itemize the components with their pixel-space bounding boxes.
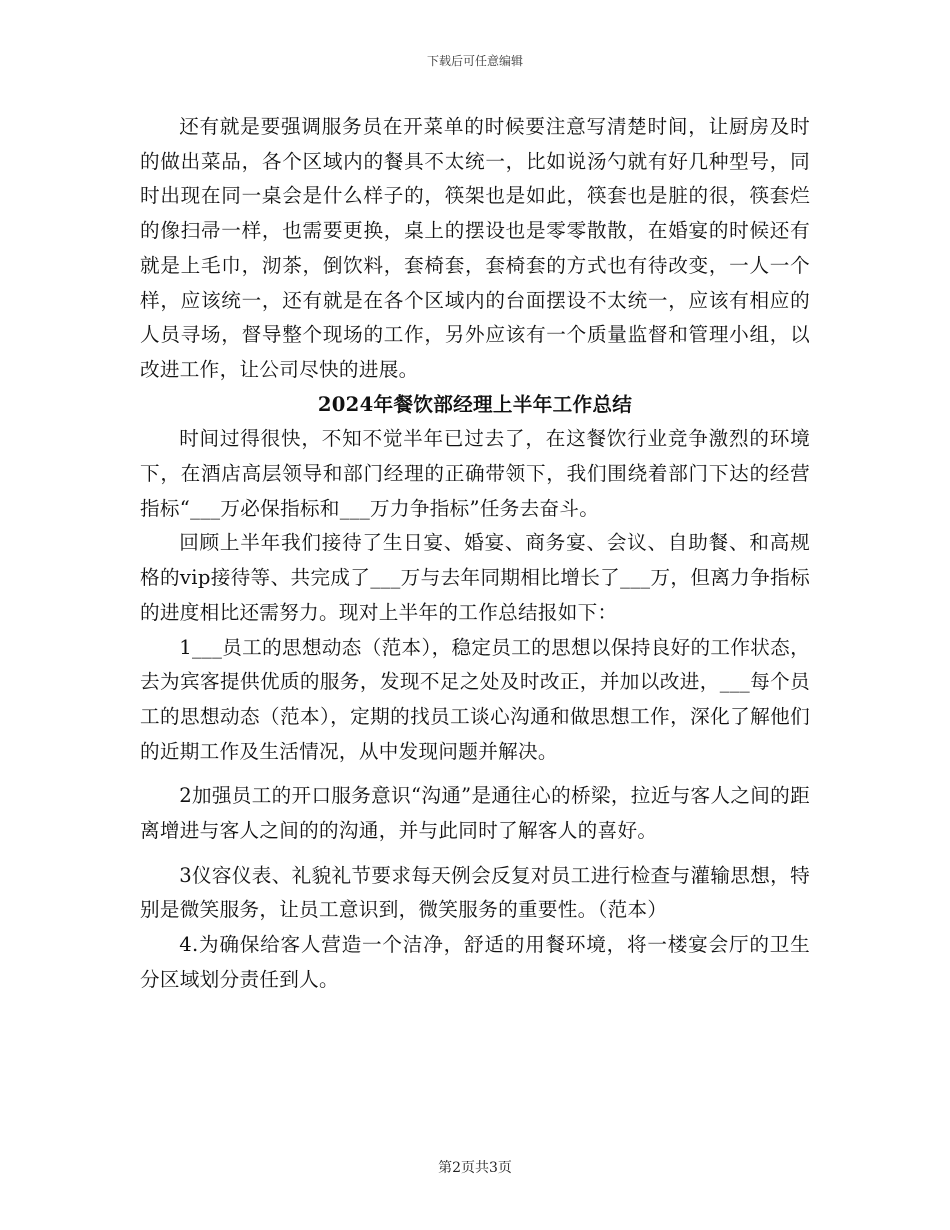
page-footer: 第2页共3页 — [438, 1160, 512, 1176]
paragraph: 回顾上半年我们接待了生日宴、婚宴、商务宴、会议、自助餐、和高规格的vip接待等、共完成了___万与去年同期相比增长了___万，但离力争指标的进度相比还需努力。现对上半年的工作总结报如下： — [140, 531, 810, 624]
paragraph: 还有就是要强调服务员在开菜单的时候要注意写清楚时间，让厨房及时的做出菜品，各个区域内的餐具不太统一，比如说汤勺就有好几种型号，同时出现在同一桌会是什么样子的，筷架也是如此，筷套也是脏的很，筷套烂的像扫帚一样，也需要更换，桌上的摆设也是零零散散，在婚宴的时候还有就是上毛巾，沏茶，倒饮料，套椅套，套椅套的方式也有待改变，一人一个样，应该统一，还有就是在各个区域内的台面摆设不太统一，应该有相应的人员寻场，督导整个现场的工作，另外应该有一个质量监督和管理小组，以改进工作，让公司尽快的进展。 — [140, 115, 810, 381]
document-body — [140, 110, 810, 998]
page-header: 下载后可任意编辑 — [426, 54, 523, 68]
paragraph: 3仪容仪表、礼貌礼节要求每天例会反复对员工进行检查与灌输思想，特别是微笑服务，让员工意识到，微笑服务的重要性。（范本） — [140, 863, 810, 922]
section-title: 2024年餐饮部经理上半年工作总结 — [317, 392, 633, 416]
paragraph: 2加强员工的开口服务意识“沟通”是通往心的桥梁，拉近与客人之间的距离增进与客人之间的的沟通，并与此同时了解客人的喜好。 — [140, 784, 810, 843]
paragraph: 时间过得很快，不知不觉半年已过去了，在这餐饮行业竞争激烈的环境下，在酒店高层领导和部门经理的正确带领下，我们围绕着部门下达的经营指标“___万必保指标和___万力争指标”任务去奋斗。 — [140, 427, 810, 520]
paragraph: 4.为确保给客人营造一个洁净，舒适的用餐环境，将一楼宴会厅的卫生分区域划分责任到人。 — [140, 933, 810, 991]
paragraph: 1___员工的思想动态（范本），稳定员工的思想以保持良好的工作状态，去为宾客提供优质的服务，发现不足之处及时改正，并加以改进，___每个员工的思想动态（范本），定期的找员工谈心沟通和做思想工作，深化了解他们的近期工作及生活情况，从中发现问题并解决。 — [140, 635, 810, 763]
